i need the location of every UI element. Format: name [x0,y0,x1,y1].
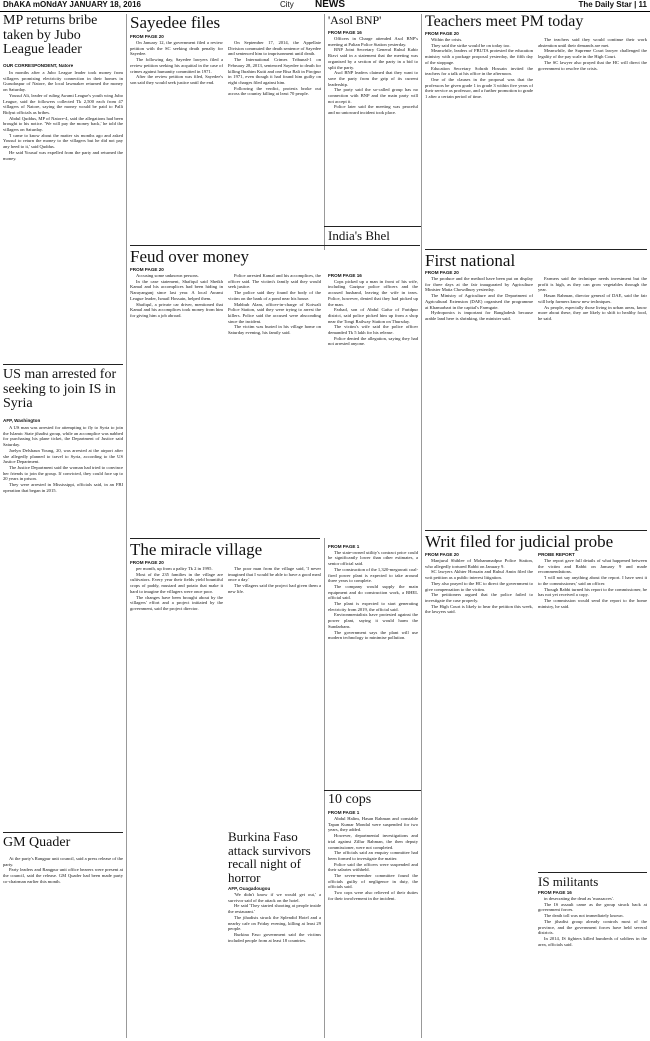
paragraph: The construction of the 1,320-megawatt coal-fired power plant is expected to take around three years to complete. [328,566,418,584]
paragraph: The company would supply the main equipment and do construction work, a BHEL official said. [328,583,418,601]
paragraph: Jaelyn Delshaun Young, 20, was arrested at the airport after she allegedly planned to travel to Syria, according to the US Justice Department. [3,447,123,465]
paragraph: Manjurul Shiblee of Mohammadpur Police Station, who allegedly tortured Rabbi on January 9. [425,558,533,569]
mp-byline: OUR CORRESPONDENT, Natore [3,63,74,68]
paragraph: He said Yousuf was expelled from the party and returned the money. [3,149,123,161]
paragraph: The commission would send the report to the home ministry, he said. [538,597,647,609]
miracle-body-col1 [130,566,223,1036]
paragraph: The victim's wife said the police officer demanded Tk 5 lakh for his release. [328,324,418,336]
paragraph: Most of the 235 families in the village are cultivators. Every year their fields yield bountiful crops of paddy, mustard and potato that make it hard to imagine the villagers were once poor. [130,571,223,594]
gm-body [3,856,123,1038]
feud-body-col2 [228,273,321,538]
paragraph: The victim was buried in his village home on Saturday evening, his family said. [228,324,321,336]
mp-body [3,70,123,262]
paragraph: Party leaders and Rangpur unit office bearers were present at the council, said the release. GM Quader had been made party co-chairman earlier this month. [3,867,123,884]
divider [3,832,123,833]
paragraph: Though Rabbi turned his report to the commissioner, he has not yet received a copy. [538,586,647,598]
divider [324,226,421,227]
farm-body-col1 [425,276,533,526]
paragraph: The following day, Sayedee lawyers filed a review petition seeking his acquittal in the case of crimes against humanity committed in 1971. [130,57,223,74]
paragraph: The Ministry of Agriculture and the Department of Agricultural Extension (DAE) organised the programme at Khamarbari in the capital's Farmgate. [425,293,533,310]
paragraph: The police said they found the body of the victim on the bank of a pond near his house. [228,290,321,301]
paragraph: Accusing some unknown persons. [136,273,199,278]
paragraph: Police said the officers were suspended and their salaries withheld. [328,861,418,873]
paragraph: Police later said the meeting was peaceful and no untoward incident took place. [328,104,418,116]
paragraph: The High Court is likely to hear the petition this week, the lawyers said. [425,603,533,615]
divider [130,538,320,539]
paragraph: Meanwhile, the Supreme Court lawyer challenged the legality of the pay scale in the High Court. [538,48,647,60]
column-rule [421,14,422,1038]
paragraph: They also prayed to the HC to direct the government to give compensation to the victim. [425,580,533,592]
asol-tag: FROM PAGE 16 [328,30,362,35]
paragraph: The officials said an enquiry committee had been formed to investigate the matter. [328,850,418,861]
paragraph: Asol BNP leaders claimed that they want to save the party from the grip of its current leadership. [328,70,418,87]
cops-body [328,273,418,538]
asol-headline: 'Asol BNP' [328,13,382,27]
paragraph: They said the strike would be on today too. [431,42,511,48]
us-headline: US man arrested for seeking to join IS in Syria [3,367,117,412]
column-rule [324,14,325,250]
paragraph: The villagers said the project had given them a new life. [228,583,321,594]
divider [3,364,123,365]
paragraph: Officers in Charge attended Asol BNP's meeting at Paltan Police Station yesterday. [328,36,418,47]
paragraph: On January 12, the government filed a review petition with the SC seeking death penalty for Sayedee. [130,40,223,57]
paragraph: Education Secretary Sohrab Hossain invited the teachers for a talk at his office in the afternoon. [425,65,533,77]
cops-tag: FROM PAGE 16 [328,273,362,278]
probe-body [538,558,647,858]
column-rule [126,14,127,1038]
paragraph: 'I came to know about the matter six months ago and asked Yousuf to return the money to the villagers but he did not pay any heed to it,' said Quddus. [3,132,123,150]
paragraph: Burkina Faso government said the victims included people from at least 18 countries. [228,931,321,943]
paragraph: The produce and the method have been put on display for three days at the fair inaugurated by Agriculture Minister Matia Chowdhury yesterday. [425,276,533,293]
section-name: City [280,0,294,9]
paragraph: They were arrested in Mississippi, officials said, in an FBI operation that began in 2015. [3,482,123,493]
asol-body [328,36,418,224]
paragraph: One of the clauses in the proposal was that the professors be given grade 1 in grade 3 within five years of their service as professor, and a further promotion to grade 1 after a certain period of time. [425,76,533,100]
paragraph: As people, especially those living in urban areas, know more about these, they are likely to shift to healthy food, he said. [538,304,647,321]
feud-headline: Feud over money [130,247,249,266]
paragraph: per month, up from a paltry Tk 2 in 1995. [136,566,213,571]
is-body [538,896,647,1038]
paper-dateline: DhAKA mONdAY JANUARY 18, 2016 [3,0,141,9]
page-header [0,0,650,12]
paragraph: Abdul Quddus, MP of Natore-4, said the allegations had been brought to his notice. 'We will pay the money back,' he told the villagers on Saturday. [3,115,123,133]
paragraph: The Justice Department said the woman had tried to convince her friends to join the group. If convicted, they could face up to 20 years in prison. [3,464,123,482]
writ-body [425,558,533,888]
teachers-tag: FROM PAGE 20 [425,31,459,36]
divider [538,872,647,873]
burkina-body [228,892,321,1038]
divider [130,245,420,246]
paragraph: However, departmental investigations and trial against Zillur Rahman, the then deputy commissioner, were not completed. [328,833,418,850]
paragraph: The petitioners argued that the police failed to investigate the case properly. [425,592,533,603]
divider [425,249,647,250]
paragraph: In the case statement, Shafiqul said Sheikh Kamal and his accomplices had been hiding in Narayanganj since last year. A local Awami League leader, Ismail Hossain, helped them. [130,278,223,301]
section-news: NEWS [315,0,345,10]
is-tag: FROM PAGE 16 [538,890,572,895]
paragraph: Shafiqul, a private car driver, mentioned that Kamal and his accomplices took money from him for giving him a job abroad. [130,301,223,318]
paragraph: Meanwhile, leaders of FBUTA protested the education ministry with a package proposal yesterday, the fifth day of the stoppage. [425,48,533,65]
paragraph: Two cops were also relieved of their duties for their involvement in the incident. [328,890,418,901]
paragraph: The government says the plant will use modern technology to minimise pollution. [328,629,418,641]
india-tag: FROM PAGE 1 [328,544,360,549]
paragraph: 'I will not say anything about the report. I have sent it to the commissioner,' said an officer. [538,575,647,586]
page-number: The Daily Star | 11 [578,0,647,9]
paragraph: The party said the so-called group has no connection with BNP and the main party will not accept it. [328,87,418,104]
paragraph: The changes have been brought about by the villagers' effort and a project initiated by the government, said the project director. [130,594,223,611]
paragraph: On September 17, 2014, the Appellate Division commuted the death sentence of Sayedee and sentenced him to imprisonment until death. [228,40,321,57]
paragraph: Farhad, son of Abdul Gafur of Faridpur district, said police picked him up from a shop near the Tongi Railway Station on Thursday. [328,307,418,324]
sayedee-tag: FROM PAGE 20 [130,34,164,39]
burkina-headline: Burkina Faso attack survivors recall night of horror [228,829,311,885]
india-body [328,544,418,789]
divider [425,530,647,531]
feud-body-col1 [130,273,223,538]
teachers-body-col2 [538,37,647,247]
us-body [3,425,123,830]
is-headline: IS militants [538,874,599,889]
paragraph: BNP Joint Secretary General Ruhul Kabir Rizvi said in a statement that the meeting was organised by a section of the party in a bid to split the party. [328,47,418,70]
probe-subhead: PROBE REPORT [538,552,575,557]
paragraph: After the review petition was filed, Sayedee's son said they would seek justice until the end. [130,74,223,85]
paragraph: The poor man from the village said, 'I never imagined that I would be able to have a good meal once a day.' [228,566,321,583]
gm-headline: GM Quader [3,835,71,850]
paragraph: Environmentalists have protested against the power plant, saying it would harm the Sundarbans. [328,612,418,629]
paragraph: Mahbub Alam, officer-in-charge of Kotwali Police Station, said they were trying to arrest the killers. Police said the accused were absconding since the incident. [228,301,321,324]
paragraph: The teachers said they would continue their work abstention until their demands are met. [538,37,647,48]
paragraph: At the party's Rangpur unit council, said a press release of the party. [3,856,123,867]
teachers-body-col1 [425,37,533,247]
farm-tag: FROM PAGE 20 [425,270,459,275]
paragraph: In months after a Jubo League leader took money from villagers promising electricity connection in their homes in Gurudaspur of Natore, the local lawmaker returned the money on Saturday. [3,70,123,93]
paragraph: 'We didn't know if we would get out,' a survivor said of the attack on the hotel. [228,892,321,903]
paragraph: The death toll was not immediately known. [544,913,624,919]
farm-headline: First national [425,251,516,270]
paragraph: Following the verdict, protests broke out across the country killing at least 70 people. [228,85,321,97]
cops10-headline: 10 cops [328,792,372,807]
paragraph: Cops picked up a man in front of his wife, including Gazipur police officers and the accused husband, leaving the wife in tears. Police, however, denied that they had picked up the man. [328,278,418,307]
cops10-tag: FROM PAGE 1 [328,810,360,815]
paragraph: Abdul Halim, Hasan Rahman and constable Tapan Kumar Mondal were suspended for two years, they added. [328,816,418,833]
paragraph: Farmers said the technique needs investment but the profit is high, as they can grow vegetables through the year. [538,276,647,293]
paragraph: The SC lawyer also prayed that the HC will direct the government to resolve the crisis. [538,59,647,71]
paragraph: Police arrested Kamal and his accomplices, the officer said. The victim's family said they would seek justice. [228,273,321,290]
paragraph: The report gave full details of what happened between the victim and Rabbi on January 9 and made recommendations. [538,558,647,575]
paragraph: in desecrating the dead as 'massacres'. [544,896,614,901]
us-byline: AFP, Washington [3,418,41,423]
farm-body-col2 [538,276,647,526]
paragraph: Police denied the allegation, saying they had not arrested anyone. [328,335,418,347]
india-headline: India's Bhel [328,228,390,243]
paragraph: The IS assault came as the group struck back at government forces. [538,901,647,913]
paragraph: The plant is expected to start generating electricity from 2019, the official said. [328,601,418,612]
paragraph: Yousuf Ali, leader of ruling Awami League's youth wing Jubo League, said the followers collected Tk 2,500 each from 47 villagers of Natore, saying the money would be paid to Palli Bidyut officials as bribes. [3,92,123,115]
burkina-tag: AFP, Ouagadougou [228,886,271,891]
paragraph: Hydroponics is important for Bangladesh because arable land here is shrinking, the minister said. [425,310,533,321]
paragraph: The jihadist group already controls most of the province, and the government forces have held several districts. [538,918,647,936]
miracle-tag: FROM PAGE 20 [130,560,164,565]
paragraph: The seven-member committee found the officials guilty of negligence in duty, the officials said. [328,873,418,890]
paragraph: He said 'They started shooting at people inside the restaurant.' [228,903,321,915]
paragraph: In 2014, IS fighters killed hundreds of soldiers in the area, officials said. [538,935,647,947]
paragraph: A US man was arrested for attempting to fly to Syria to join the Islamic State jihadist group, while an accomplice was nabbed for purchasing his plane ticket, the Department of Justice said Saturday. [3,425,123,448]
sayedee-body-col2 [228,40,321,240]
teachers-headline: Teachers meet PM today [425,13,584,30]
paragraph: The jihadists struck the Splendid Hotel and a nearby cafe on Friday evening, killing at least 29 people. [228,914,321,932]
sayedee-headline: Sayedee files [130,13,221,32]
miracle-body-col2 [228,566,321,796]
sayedee-body-col1 [130,40,223,240]
paragraph: The International Crimes Tribunal-1 on February 28, 2013, sentenced Sayedee to death for killing Ibrahim Kutti and one Bisa Bali in Pirojpur in 1971, even though it had found him guilty on eight charges filed against him. [228,57,321,85]
divider [324,790,421,791]
miracle-headline: The miracle village [130,540,263,559]
paragraph: The state-owned utility's contract price could be significantly lower than other estimates, a senior official said. [328,549,418,567]
mp-headline: MP returns bribe taken by Jubo League leader [3,13,98,58]
paragraph: SC lawyers Akhter Hossain and Ruhul Amin filed the writ petition as a public interest litigation. [425,569,533,581]
feud-tag: FROM PAGE 20 [130,267,164,272]
writ-tag: FROM PAGE 20 [425,552,459,557]
writ-headline: Writ filed for judicial probe [425,532,614,551]
cops10-body [328,816,418,1038]
column-rule [324,538,325,1038]
paragraph: Within the crisis. [431,37,463,42]
paragraph: Hasan Rahman, director general of DAE, said the fair will help farmers know new techniques. [538,293,647,304]
